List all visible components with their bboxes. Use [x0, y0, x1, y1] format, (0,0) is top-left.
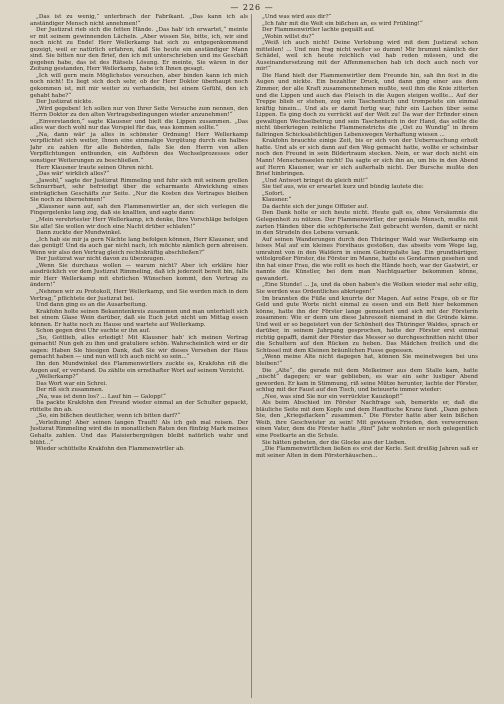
- paragraph: Der Justizrat war nicht davon zu überzeugen.: [36, 256, 166, 263]
- paragraph: Der riß sich zusammen.: [36, 387, 104, 394]
- paragraph: Da packte Krakfohn den Freund wieder einmal an der Schulter gepackt, rüttelte ihn ab.: [30, 400, 248, 413]
- paragraph: Wieder schüttelte Krakfohn den Flammenwirtler ab.: [36, 446, 185, 453]
- paragraph: Der Justizrat nickte.: [36, 99, 94, 106]
- paragraph: Und dann ging es an die Ausarbeitung.: [36, 302, 148, 309]
- paragraph: „Sofort.: [262, 190, 285, 197]
- paragraph: „Nehmen wir zu Protokoll, Herr Wellerkamp, und Sie werden mich in dem Vertrag,“ pflichtete der Justizrat bei.: [30, 288, 248, 302]
- paragraph: „Und Antwort bringst du gleich mit!“: [262, 177, 368, 184]
- paragraph: „Klausner sann auf, sah den Flammenwirtler an, der sich verlegen die Fingergelenke lang zog, daß sie knallten, und sagte dann:: [30, 203, 248, 217]
- paragraph: Krakfohn brauchte einige Zeit, bis er sich von der Ueberraschung erholt hatte. Und als er sich dann auf den Weg gemacht hatte, wollte er scheinbar noch den Freund in sein Bildertraum stecken. Nein, er war doch nicht ein Mann! Menschenseelen nicht! Da sagte er sich ihn an, um bis in den Abend auf Herrn Klausner, war er sich außerhalb nicht. Der Bursche mußte den Brief hinbringen.: [256, 138, 478, 178]
- paragraph: „Jawohl,“ sagte der Justizrat Rimmeling und fuhr sich mit seinem grellen Schnurrbart, sehr befriedigt über die scharmante Abwicklung eines einträglichen Geschäfts zur Seite. „Nur die Kosten des Vertrages bleiben Sie noch zu übernehmen!“: [30, 177, 248, 204]
- paragraph: „Und was wird aus dir?“: [262, 14, 332, 20]
- paragraph: „Nee, was sind Sie nur ein verrückter Kauzkopf!“: [262, 393, 403, 400]
- paragraph: „Na, was ist denn los? ... Lauf hin — Galopp!“: [36, 393, 166, 400]
- paragraph: Sie tief aus, wie er erwartet kurz und bündig lautete die:: [262, 184, 424, 191]
- paragraph: Die Hand hielt der Flammenwirtler dem Freunde hin, sah ihn fest in die Augen und nickte. Ein bezahlter Druck, und dann ging einer aus dem Zimmer, der alle Kraft zusammennehmen mußte, weil ihm die Knie zitterten und die Lippen und auch das Fleisch in die Augen steigen wollte... Auf der Treppe blieb er stehen, zog sein Taschentuch und trompetete ein einmal kräftig hinein... Und als er damit fertig war, fuhr ein Lachen über seine Lippen. Es ging doch zu verrückt auf der Welt zu! Da war der Erfinder einen gewaltigen Wechselbetrug und sein Taschentuch in der Hand, das sollte die nicht überkriegen reinliche Flammenstrichs die „Ost zu Wundig“ in ihrem fallringen Schicksalstüchtigen Lebenswegen Verhaftung wiesen ...: [256, 72, 478, 138]
- paragraph: Im brannten die Füße und knurrte der Magen. Auf seine Frage, ob er für Geld und gute Worte nicht einmal zu essen und ein Bett hier bekommen könne, hatte ihn der Förster lange gemustert und sich mit der Försterin zusammen: Wie er denn um diese Jahreszeit niemand in die Gründe käme. Und weil er so begeistert von der Schönheit des Thüringer Waldes, sprach er darüber, in seinem Jahrgang gesprochen, hatte der Förster erst einmal richtig gepafft, damit der Förster das Messer so durchgeschnitten nicht über die Schultern auf den Rücken zu heben. Das Mädchen freilich und die Schüssel mit dem Kleinen bräunlichen Fusse gegessen.: [256, 295, 478, 354]
- paragraph: „Ich fahr mit die Welt ein bißchen an, es wird Frühling!“: [262, 20, 423, 27]
- paragraph: „Wird gegeben! Ich sollen nur von Ihrer Seite Versuche zum nennen, den Herrn Doktor zu den alten Vertragsbedingungen wieder anzunehmen!“: [30, 105, 248, 119]
- paragraph: „Na, dann wär' ja alles in schönster Ordnung! Herr Wellerkamp verpflichtet sich weiter, Ihnen eine einmalige Vergütung durch ein halbes Jahr zu zahlen für alle Behörden, falls Sie den Herrn von allen Verpflichtungen entbunden, ein Aufhören des Wechselprozesses oder sonstiger Weiterungen zu beschließen.“: [30, 131, 248, 165]
- paragraph: Dann zuckte der Mundwinkel.: [36, 230, 122, 237]
- paragraph: Den Dank holte er sich heute nicht. Heute galt es, ohne Versäumnis die Gelegenheit zu nützen. Der Flammenwirtler, der geniale Mensch, mußte mit zarten Händen über die schöpferische Zeit gebracht werden, damit er nicht in den Strudeln des Lebens versank.: [256, 210, 478, 237]
- paragraph: „Verleihung! Aber seinen langen Trauft! Als ich geh mal reisen. Der Justizrat Rimmeling wird die in monatlichen Raten den fünfzig Mark meines Gehalts zahlen. Und das Plaisierbergnügen bleibt natürlich wahr und blüht...“: [30, 419, 248, 446]
- paragraph: „So, Gottlieb, alles erledigt! Mit Klausner hab' ich meinen Vertrag gemacht! Nun geh zu ihm und gratuliere schön. Wahrscheinlich wird er dir sagen: Haben Sie hiesigen Dank, daß Sie wir dieses Versehen der Haus gemacht haben — und nun will ich auch nicht so sein...“: [30, 334, 248, 361]
- paragraph: „Wenn meine Alte nicht dagegen hat, können Sie meinetwegen bei uns bleiben!“: [256, 354, 478, 367]
- paragraph: „Weiß ich auch nicht! Deine Verlobung wird mit dem Justizrat schon mitteilen! ... Und nun frag nicht weiter so dumm! Mir brummt nämlich der Schädel, weil ich heute reichlich viel hab reden müssen, und die Auseinandersetzung mit der Affenmenschen hab ich doch auch noch vor mir!“: [256, 40, 478, 73]
- paragraph: „Das ist zu wenig,“ unterbrach der Fabrikant. „Das kann ich als anständiger Mensch nicht annehmen!“: [30, 14, 248, 27]
- paragraph: Da dachte sich der junge Offizier auf.: [262, 203, 369, 210]
- paragraph: „So, ein bißchen deutlicher, wenn ich bitten darf?“: [36, 413, 181, 420]
- paragraph: Krakfohn holte seinen Bekanntenkreis zusammen und man unterhielt sich bei einem Glase Wein darüber, daß sie Euch jetzt nicht um Mittag essen können. Er hatte noch zu Hause und wartete auf Wellerkamp.: [30, 308, 248, 328]
- paragraph: Der Justizrat rieb sich die fetten Hände. „Das hab' ich erwartet,“ meinte er mit seinem gewinnenden Lächeln. „Aber wissen Sie, bitte, ich, wir sind noch nicht zu Ende! Herr Wellerkamp hat sich zu entgegenkommend gezeigt, weil er natürlich erfahren, daß Sie heute ein anständiger Mann sind. Sie bitten nur den Brief, den ich mit unterschrieben und ins Geschäft gegeben habe, das ist des Rätsels Lösung. Er meinte, Sie wären in der Zeitung gestanden, Herr Wellerkamp, habe ich Ihnen gesagt.: [30, 27, 248, 73]
- paragraph: Herr Klausner traute seinen Ohren nicht.: [36, 164, 154, 171]
- paragraph: „Einverstanden,“ sagte Klausner und hielt die Lippen zusammen. „Das alles war doch wohl nur das Vorspiel für das, was kommen sollte.“: [30, 118, 248, 132]
- column-divider: [251, 14, 252, 698]
- paragraph: „Ich will gern mein Möglichstes versuchen, aber binden kann ich mich noch nicht! Es liegt sich doch sehr, ob der Herr Doktor überhaupt noch gekommen ist, mit mir weiter zu verhandeln, bei einem Gefühl, den ich gehabt habe?“: [30, 72, 248, 99]
- paragraph: „Mein verehrtester Herr Wellerkamp, ich denke, Ihre Vorschläge befolgen Sie alle! Sie wollen wir doch eine Nacht drüber schlafen!“: [30, 216, 248, 230]
- paragraph: Ihn den Mundwinkel des Flammenwirtlers zuckte es, Krakfohn riß die Augen auf, er verstand. Da zählte ein ernsthafter Wort auf seinem Verzicht.: [30, 360, 248, 374]
- left-column: [30, 14, 248, 698]
- paragraph: „Die Flammenwirtlichen ließen es erst der Kerle. Seit dreißig Jahren saß er mit seiner Alten in dem Försterhäuschen...: [256, 446, 478, 459]
- paragraph: Als beim Abschied im Förster Nachfrage sah, bemerkte er, daß die bläuliche Seite mit dem Kopfe und dem Handtuche Kranz fand. „Dann gehen Sie, den „Kriegsflacken“ zusammen.“ Die Förster hatte aber kein bißchen Weib, ihre Geschwister zu sein! Mit gewissen Frieden, den verworrenen einen Vater, dem die Förster hatte „fünf“ Jahr wohnten er noch gelegentlich eine Postkarte an die Schule.: [256, 400, 478, 439]
- paragraph: „Wellerkamp?“: [36, 374, 79, 381]
- paragraph: Schon gegen drei Uhr suchte er ihn auf.: [36, 328, 151, 335]
- paragraph: „Wohin willst du?“: [262, 33, 315, 40]
- paragraph: „Das wär' wirklich alles?“: [36, 171, 110, 178]
- paragraph: „Ich hab sie mir ja gern Nächte lang befolgen können, Herr Klausner, und das genügt! Und da auch gar nicht nach, ich möchte nämlich gern abreisen. Wenn wir also den Vertrag gleich rechtskräftig abschließen?“: [30, 236, 248, 256]
- paragraph: Auf seinen Wanderungen durch den Thüringer Wald war Wellerkamp ein leises Mal auf ein kleines Forsthaus gestoßen, das abseits vom Wege lag, umrahmt von in den Waldern in einem Gebirgsfalte lag. Ein grundbärtiger, wittelgroßer Förster, die Förster im Manne, hatte es Gendarmen gesehen und ihn hat einer Frau, die wie rollt es hoch die Hände hoch, war der Gastwirt, er nannte die Künstler, bei dem man Nachtquartier bekommen könne, gewandert.: [256, 236, 478, 282]
- paragraph: „Wenn Sie durchaus wollen — warum nicht? Aber ich erkläre hier ausdrücklich vor dem Justizrat Rimmeling, daß ich jederzeit bereit bin, falls mir Herr Wellerkamp mit ehrlichen Wünschen kommt, den Vertrag zu ändern!“: [30, 262, 248, 289]
- paragraph: Die „Alte“, die gerade mit dem Melkeimer aus dem Stalle kam, hatte „nischt“ dagegen; er war geblieben, es war ein sehr lustiger Abend geworden. Er kam in Stimmung, riß seine Mütze herunter, lachte der Förster, schlug mit der Faust auf den Tisch, und beteuerte immer wieder:: [256, 367, 478, 394]
- right-column: [256, 14, 478, 698]
- paragraph: „Eine Stunde! ... Ja, und da oben haben's die Wolken wieder mal sehr eilig, Sie werden was Ordentliches abkriegen!“: [256, 282, 478, 295]
- page-number: — 226 —: [230, 3, 274, 12]
- paragraph: Klausner.“: [262, 197, 292, 204]
- paragraph: Das Wort war ein Schrei.: [36, 380, 108, 387]
- paragraph: Der Flammenwirtler lachte gequält auf.: [262, 27, 375, 34]
- paragraph: Sie hätten gebeten, der die Glocke aus der Lieben.: [262, 439, 407, 446]
